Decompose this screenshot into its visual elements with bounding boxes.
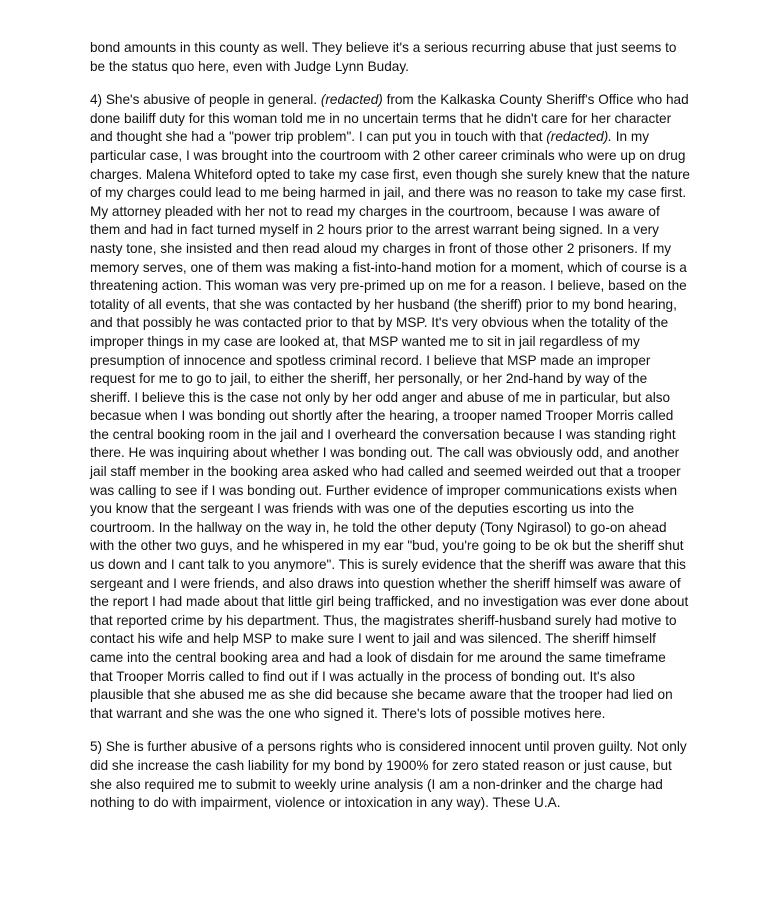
redacted-text: (redacted) — [320, 92, 383, 108]
paragraph-text: 5) She is further abusive of a persons rights who is considered innocent until proven guilty. Not only did she increase the cash liability for my bond by 1900% for zero stated reason or just cause, but she also required me to submit to weekly urine analysis (I am a non-drinker and the charge had nothing to do with impairment, violence or intoxication in any way). These U.A. — [90, 739, 687, 811]
paragraph-point-5 — [90, 738, 690, 812]
paragraph-text: In my particular case, I was brought into the courtroom with 2 other career criminals who were up on drug charges. Malena Whiteford opted to take my case first, even though she surely knew that the nature of my charges could lead to me being harmed in jail, and there was no reason to take my case first. My attorney pleaded with her not to read my charges in the courtroom, because I was aware of them and had in fact turned myself in 2 hours prior to the arrest warrant being signed. In a very nasty tone, she insisted and then read aloud my charges in front of those other 2 prisoners. If my memory serves, one of them was making a fist-into-hand motion for a moment, which of course is a threatening action. This woman was very pre-primed up on me for a reason. I believe, based on the totality of all events, that she was contacted by her husband (the sheriff) prior to my bond hearing, and that possibly he was contacted prior to that by MSP. It's very obvious when the totality of the improper things in my case are looked at, that MSP wanted me to sit in jail regardless of my presumption of innocence and spotless criminal record. I believe that MSP made an improper request for me to go to jail, to either the sheriff, her personally, or her 2nd-hand by way of the sheriff. I believe this is the case not only by her odd anger and abuse of me in particular, but also becasue when I was bonding out shortly after the hearing, a trooper named Trooper Morris called the central booking room in the jail and I overheard the conversation because I was standing right there. He was inquiring about whether I was bonding out. The call was obviously odd, and another jail staff member in the booking area asked who had called and seemed weirded out that a trooper was calling to see if I was bonding out. Further evidence of improper communications exists when you know that the sergeant I was friends with was one of the deputies escorting us into the courtroom. In the hallway on the way in, he told the other deputy (Tony Ngirasol) to go-on ahead with the other two guys, and he whispered in my ear "bud, you're going to be ok but the sheriff shut us down and I cant talk to you anymore". This is surely evidence that the sheriff was aware that this sergeant and I were friends, and also draws into question whether the sheriff himself was aware of the report I had made about that little girl being trafficked, and no investigation was ever done about that reported crime by his department. Thus, the magistrates sheriff-husband surely had motive to contact his wife and help MSP to make sure I went to jail and was silenced. The sheriff himself came into the central booking area and had a look of disdain for me around the same timeframe that Trooper Morris called to find out if I was actually in the process of bonding out. It's also plausible that she abused me as she did because she became aware that the trooper had lied on that warrant and she was the one who signed it. There's lots of possible motives here. — [90, 129, 690, 721]
paragraph-bond-amounts — [90, 39, 690, 76]
paragraph-point-4 — [90, 91, 690, 723]
document-page — [90, 39, 690, 828]
paragraph-text: 4) She's abusive of people in general. — [90, 92, 321, 108]
paragraph-text: from the Kalkaska County Sheriff's Office who had done bailiff duty for this woman told me in no uncertain terms that he didn't care for her character and thought she had a "power trip problem". I can put you in touch with that — [90, 92, 689, 145]
redacted-text: (redacted). — [546, 129, 612, 145]
paragraph-text: bond amounts in this county as well. They believe it's a serious recurring abuse that just seems to be the status quo here, even with Judge Lynn Buday. — [90, 40, 677, 74]
